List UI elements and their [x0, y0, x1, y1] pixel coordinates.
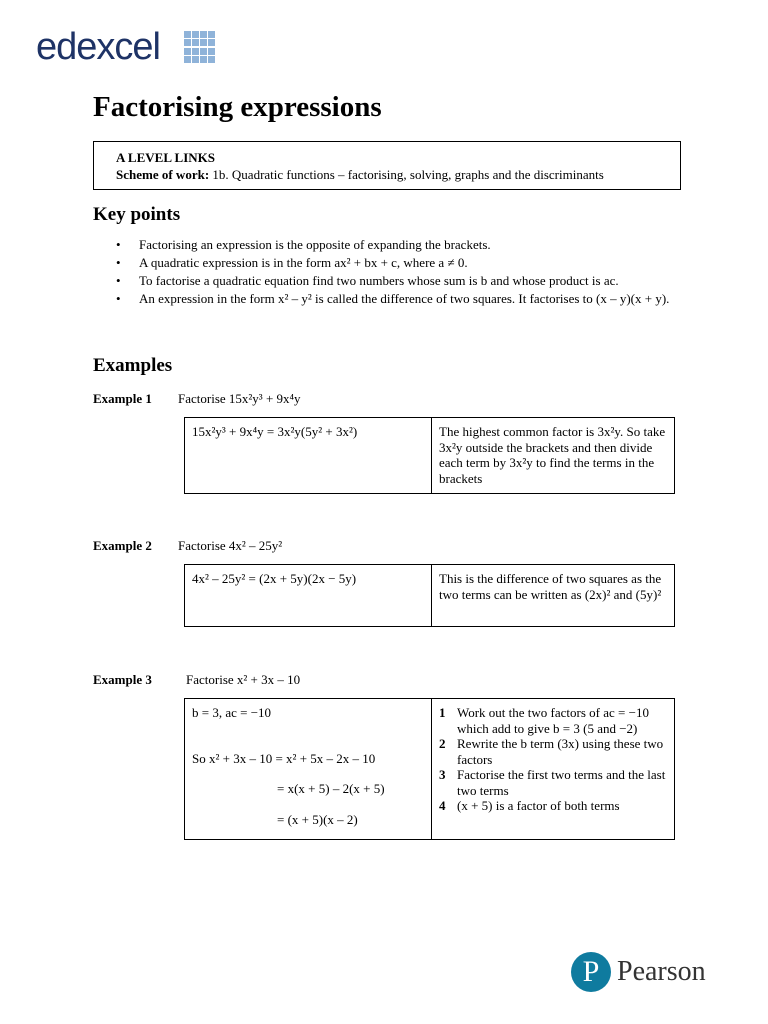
a-level-links-box	[93, 141, 681, 190]
step-text: Factorise the first two terms and the last two terms	[457, 767, 666, 798]
step-text: Rewrite the b term (3x) using these two factors	[457, 736, 664, 767]
example-3-prompt: Factorise x² + 3x – 10	[186, 672, 301, 687]
page-title: Factorising expressions	[93, 91, 382, 123]
step-number: 3	[439, 767, 446, 782]
example-3-work	[185, 699, 432, 840]
example-1-prompt: Factorise 15x²y³ + 9x⁴y	[178, 391, 301, 406]
step-number: 1	[439, 705, 446, 720]
step-number: 2	[439, 736, 446, 751]
example-3-work-line1: b = 3, ac = −10	[192, 705, 272, 720]
step-text: (x + 5) is a factor of both terms	[457, 798, 620, 813]
example-2-label: Example 2	[93, 538, 152, 553]
key-points-list	[116, 236, 686, 308]
scheme-text: 1b. Quadratic functions – factorising, solving, graphs and the discriminants	[212, 167, 604, 182]
step-text: Work out the two factors of ac = −10 which add to give b = 3 (5 and −2)	[457, 705, 649, 736]
links-heading: A LEVEL LINKS	[116, 150, 215, 165]
example-1-table	[184, 417, 675, 494]
key-point: • An expression in the form x² – y² is called the difference of two squares. It factorises to (x – y)(x + y).	[116, 290, 686, 308]
key-points-heading: Key points	[93, 204, 181, 225]
key-point: • To factorise a quadratic equation find two numbers whose sum is b and whose product is ac.	[116, 272, 686, 290]
pearson-logo-text: Pearson	[617, 956, 706, 987]
key-point: • Factorising an expression is the opposite of expanding the brackets.	[116, 236, 686, 254]
example-3-work-line3: = x(x + 5) – 2(x + 5)	[277, 781, 385, 796]
key-point: • A quadratic expression is in the form ax² + bx + c, where a ≠ 0.	[116, 254, 686, 272]
example-3-work-line4: = (x + 5)(x – 2)	[277, 811, 358, 827]
scheme-of-work	[116, 167, 604, 183]
example-1-label: Example 1	[93, 391, 152, 406]
example-2-explanation: This is the difference of two squares as the two terms can be written as (2x)² and (5y)²	[432, 565, 675, 627]
example-3-work-line2: So x² + 3x – 10 = x² + 5x – 2x – 10	[192, 750, 376, 766]
step-number: 4	[439, 798, 446, 813]
example-1-explanation: The highest common factor is 3x²y. So take 3x²y outside the brackets and then divide each term by 3x²y to find the terms in the brackets	[432, 418, 675, 494]
example-2-work: 4x² – 25y² = (2x + 5y)(2x − 5y)	[185, 565, 432, 627]
pearson-logo-icon	[571, 952, 611, 992]
example-2-prompt: Factorise 4x² – 25y²	[178, 538, 283, 553]
example-3-label: Example 3	[93, 672, 152, 687]
example-3-steps	[432, 699, 675, 840]
examples-heading: Examples	[93, 355, 173, 376]
pearson-icon-letter: P	[582, 955, 600, 988]
edexcel-logo: edexcel	[36, 26, 160, 68]
example-1-work: 15x²y³ + 9x⁴y = 3x²y(5y² + 3x²)	[185, 418, 432, 494]
edexcel-grid-icon	[184, 31, 216, 63]
example-2-table	[184, 564, 675, 627]
example-3-table	[184, 698, 675, 840]
scheme-label: Scheme of work:	[116, 167, 210, 182]
